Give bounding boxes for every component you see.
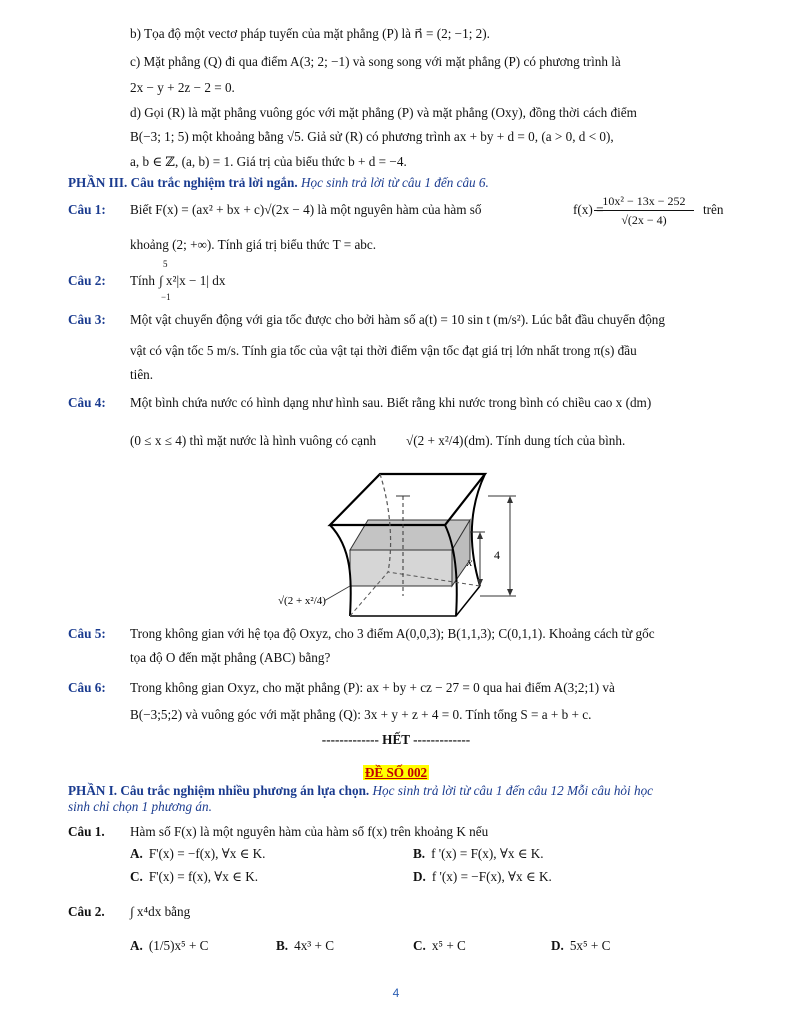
option-letter: B. (413, 846, 426, 861)
q4-line2-a: (0 ≤ x ≤ 4) thì mặt nước là hình vuông có cạnh (130, 433, 377, 448)
option-letter: D. (551, 938, 564, 953)
option-letter: C. (413, 938, 426, 953)
de2-q1-option-d[interactable] (413, 868, 552, 886)
dim-arrow-up (507, 496, 513, 503)
q1-frac-num: 10x² − 13x − 252 (602, 194, 686, 208)
q3-line1: Một vật chuyển động với gia tốc được cho bởi hàm số a(t) = 10 sin t (m/s²). Lúc bắt đầu chuyển động (130, 312, 665, 327)
de2-q1-option-a[interactable] (130, 845, 265, 863)
dim-x-arrow-down (477, 579, 483, 586)
de2-part1-instruction-line2 (68, 798, 212, 816)
option-text: (1/5)x⁵ + C (148, 938, 209, 953)
statement-d-line2: B(−3; 1; 5) một khoảng bằng √5. Giả sử (R) có phương trình ax + by + d = 0, (a > 0, d < 0), (130, 129, 614, 144)
statement-c-line1: c) Mặt phẳng (Q) đi qua điểm A(3; 2; −1) và song song với mặt phẳng (P) có phương trình là (130, 54, 621, 69)
de2-q2-label: Câu 2. (68, 904, 105, 919)
q1-label: Câu 1: (68, 202, 106, 217)
option-text: f '(x) = −F(x), ∀x ∈ K. (431, 869, 552, 884)
option-letter: D. (413, 869, 426, 884)
side-label-pointer (324, 586, 350, 601)
de2-part1-instruction-2: sinh chỉ chọn 1 phương án. (68, 799, 212, 814)
statement-d-line3: a, b ∈ ℤ, (a, b) = 1. Giá trị của biểu thức b + d = −4. (130, 154, 407, 169)
exam-title: ĐỀ SỐ 002 (364, 765, 428, 780)
dim-label-4: 4 (494, 548, 500, 562)
de2-q2-option-b[interactable] (276, 937, 334, 955)
q2-upper-limit: 5 (163, 259, 168, 269)
container-bottom (350, 586, 480, 616)
container-back-right-edge (472, 474, 485, 586)
q5-line2: tọa độ O đến mặt phẳng (ABC) bằng? (130, 650, 331, 665)
de2-part1-heading-title: PHẦN I. Câu trắc nghiệm nhiều phương án lựa chọn. (68, 783, 370, 798)
option-text: x⁵ + C (431, 938, 466, 953)
dim-label-x: x (467, 555, 473, 569)
option-text: 4x³ + C (294, 938, 335, 953)
option-text: F'(x) = f(x), ∀x ∈ K. (148, 869, 259, 884)
dim-x-arrow-up (477, 532, 483, 539)
q4-line1: Một bình chứa nước có hình dạng như hình sau. Biết rằng khi nước trong bình có chiều cao x (dm) (130, 395, 652, 410)
q2-lower-limit: −1 (161, 292, 171, 302)
option-text: F'(x) = −f(x), ∀x ∈ K. (148, 846, 266, 861)
q1-fx: f(x) = (573, 202, 604, 217)
q4-label: Câu 4: (68, 395, 106, 410)
q3-label: Câu 3: (68, 312, 106, 327)
q6-line2: B(−3;5;2) và vuông góc với mặt phẳng (Q): 3x + y + z + 4 = 0. Tính tổng S = a + b + c. (130, 707, 592, 722)
q4-root-expr: √(2 + x²/4) (406, 433, 464, 448)
container-top-rim (330, 474, 485, 525)
statement-b: b) Tọa độ một vectơ pháp tuyến của mặt phẳng (P) là n⃗ = (2; −1; 2). (130, 26, 490, 41)
part3-heading (68, 174, 489, 192)
q2-text: Tính (130, 273, 155, 288)
dim-arrow-down (507, 589, 513, 596)
q6-label: Câu 6: (68, 680, 106, 695)
option-text: f '(x) = F(x), ∀x ∈ K. (431, 846, 544, 861)
statement-d-line1: d) Gọi (R) là mặt phẳng vuông góc với mặt phẳng (P) và mặt phẳng (Oxy), đồng thời cách điểm (130, 105, 637, 120)
de2-q2-option-a[interactable] (130, 937, 208, 955)
de2-q2-option-d[interactable] (551, 937, 610, 955)
water-container-figure (270, 468, 530, 620)
water-front-face (350, 550, 452, 586)
de2-q1-label: Câu 1. (68, 824, 105, 839)
end-marker: ------------- HẾT ------------- (321, 732, 471, 747)
statement-c-line2: 2x − y + 2z − 2 = 0. (130, 80, 235, 95)
de2-q1-option-c[interactable] (130, 868, 258, 886)
de2-q2-text: ∫ x⁴dx bằng (130, 904, 191, 919)
q5-label: Câu 5: (68, 626, 106, 641)
de2-q1-text: Hàm số F(x) là một nguyên hàm của hàm số f(x) trên khoảng K nếu (130, 824, 489, 839)
exam-title-wrap (0, 764, 792, 782)
side-length-label: √(2 + x²/4) (278, 595, 326, 607)
q2-integral: ∫ x²|x − 1| dx (159, 273, 226, 288)
de2-part1-instruction-1: Học sinh trả lời từ câu 1 đến câu 12 Mỗi câu hỏi học (372, 783, 654, 798)
q1-line1-b: trên (703, 202, 724, 217)
q3-line3: tiên. (130, 367, 154, 382)
q3-line2: vật có vận tốc 5 m/s. Tính gia tốc của vật tại thời điểm vận tốc đạt giá trị lớn nhất trong π(s) đầu (130, 343, 637, 358)
de2-q1-option-b[interactable] (413, 845, 544, 863)
page-number: 4 (392, 986, 400, 1000)
option-letter: A. (130, 846, 143, 861)
de2-q2-option-c[interactable] (413, 937, 466, 955)
q2-label: Câu 2: (68, 273, 106, 288)
q1-frac-den: √(2x − 4) (621, 213, 667, 227)
part3-heading-title: PHẦN III. Câu trắc nghiệm trả lời ngắn. (68, 175, 298, 190)
option-letter: C. (130, 869, 143, 884)
q6-line1: Trong không gian Oxyz, cho mặt phẳng (P): ax + by + cz − 27 = 0 qua hai điểm A(3;2;1) và (130, 680, 615, 695)
container-left-edge (330, 525, 351, 616)
option-letter: B. (276, 938, 289, 953)
option-text: 5x⁵ + C (569, 938, 611, 953)
option-letter: A. (130, 938, 143, 953)
q1-line1-a: Biết F(x) = (ax² + bx + c)√(2x − 4) là một nguyên hàm của hàm số (130, 202, 482, 217)
q4-line2-b: (dm). Tính dung tích của bình. (464, 433, 626, 448)
q5-line1: Trong không gian với hệ tọa độ Oxyz, cho 3 điểm A(0,0,3); B(1,1,3); C(0,1,1). Khoảng cách từ gốc (130, 626, 655, 641)
q1-line2: khoảng (2; +∞). Tính giá trị biểu thức T = abc. (130, 237, 377, 252)
part3-instruction: Học sinh trả lời từ câu 1 đến câu 6. (300, 175, 489, 190)
